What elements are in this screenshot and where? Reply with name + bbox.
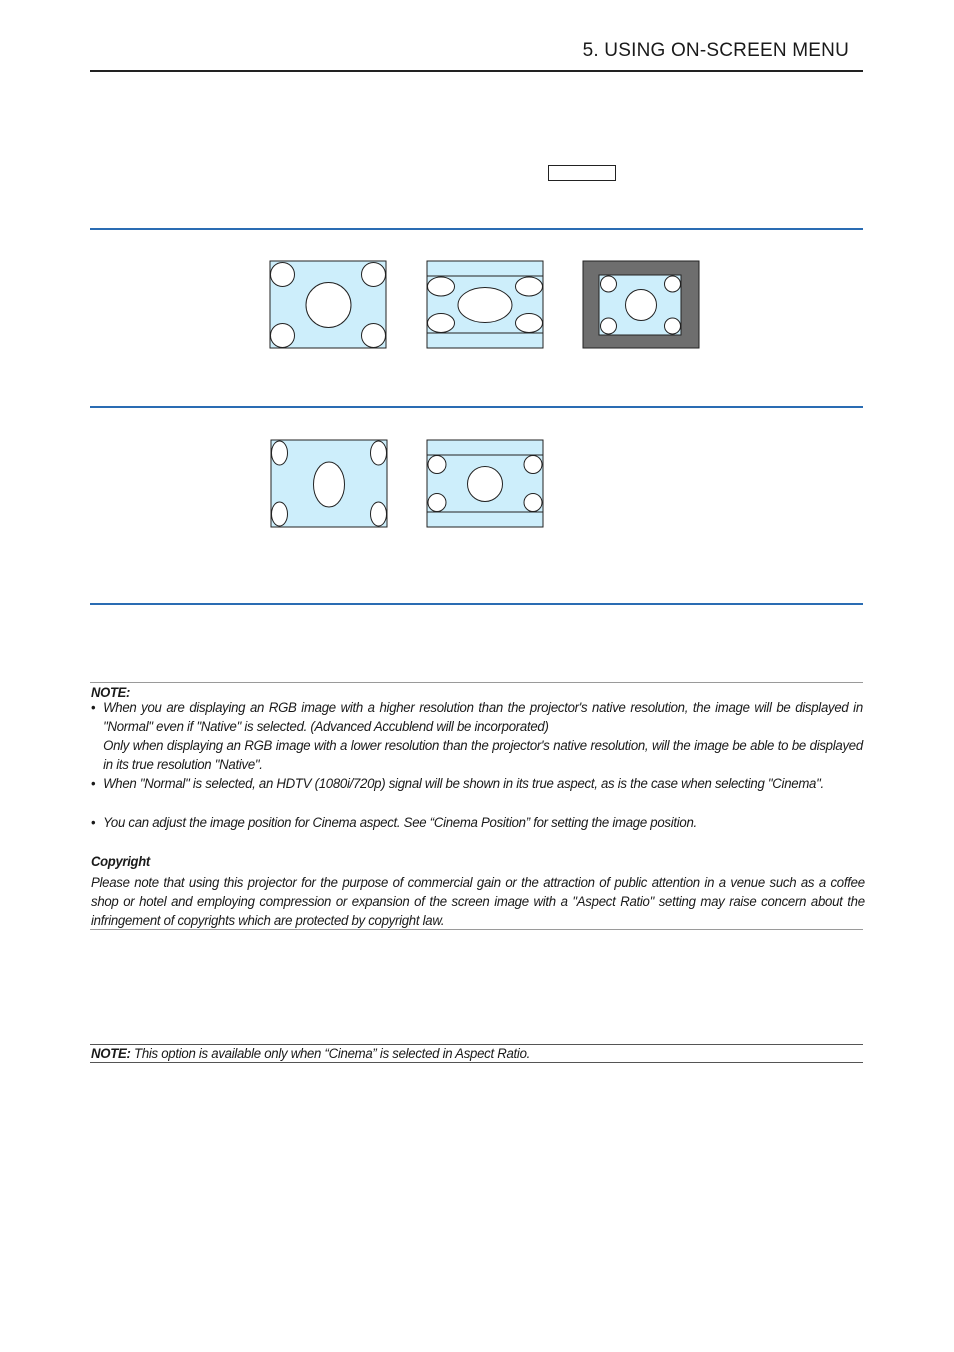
note-bullet-1-text-a: When you are displaying an RGB image with a higher resolution than the projector's native resolution, the image will be displayed in "Normal" even if "Native" is selected. (Advanced Accublend will be incorporated) xyxy=(103,700,863,735)
section-rule-2 xyxy=(90,406,863,408)
aspect-diagram-1 xyxy=(269,260,389,350)
note-top-rule xyxy=(90,682,863,683)
bullet-mark: • xyxy=(91,815,96,831)
chapter-header-title: 5. USING ON-SCREEN MENU xyxy=(582,40,849,61)
note-bullet-1-text-b: Only when displaying an RGB image with a lower resolution than the projector's native resolution, will the image be able to be displayed in its true resolution "Native". xyxy=(103,738,863,773)
note-bullet-2-text: When "Normal" is selected, an HDTV (1080i/720p) signal will be shown in its true aspect, as is the case when selecting "Cinema". xyxy=(103,776,824,792)
section-rule-1 xyxy=(90,228,863,230)
menu-key-box xyxy=(548,165,616,181)
aspect-diagram-5 xyxy=(426,439,546,529)
note-heading: NOTE: xyxy=(91,684,131,700)
section-rule-3 xyxy=(90,603,863,605)
header-rule xyxy=(90,70,863,72)
note-bullet-2 xyxy=(91,775,863,794)
bullet-mark: • xyxy=(91,700,96,716)
note-bullet-3-text: You can adjust the image position for Cinema aspect. See “Cinema Position” for setting the image position. xyxy=(103,815,697,831)
copyright-heading: Copyright xyxy=(91,853,150,869)
note-bottom-rule xyxy=(90,929,863,930)
note-2-label: NOTE: xyxy=(91,1046,131,1062)
copyright-body: Please note that using this projector for the purpose of commercial gain or the attraction of public attention in a venue such as a coffee shop or hotel and employing compression or expansion of the screen image with a "Aspect Ratio" setting may raise concern about the infringement of copyrights which are protected by copyright law. xyxy=(91,875,865,929)
note-bullet-1 xyxy=(91,699,863,775)
aspect-diagram-4 xyxy=(270,439,390,529)
note2-bottom-rule xyxy=(90,1062,863,1063)
note-bullet-3 xyxy=(91,814,863,833)
bullet-mark: • xyxy=(91,776,96,792)
aspect-diagram-2 xyxy=(426,260,546,350)
aspect-diagram-3 xyxy=(582,260,702,350)
note-2-text: This option is available only when “Cinema” is selected in Aspect Ratio. xyxy=(130,1046,531,1062)
